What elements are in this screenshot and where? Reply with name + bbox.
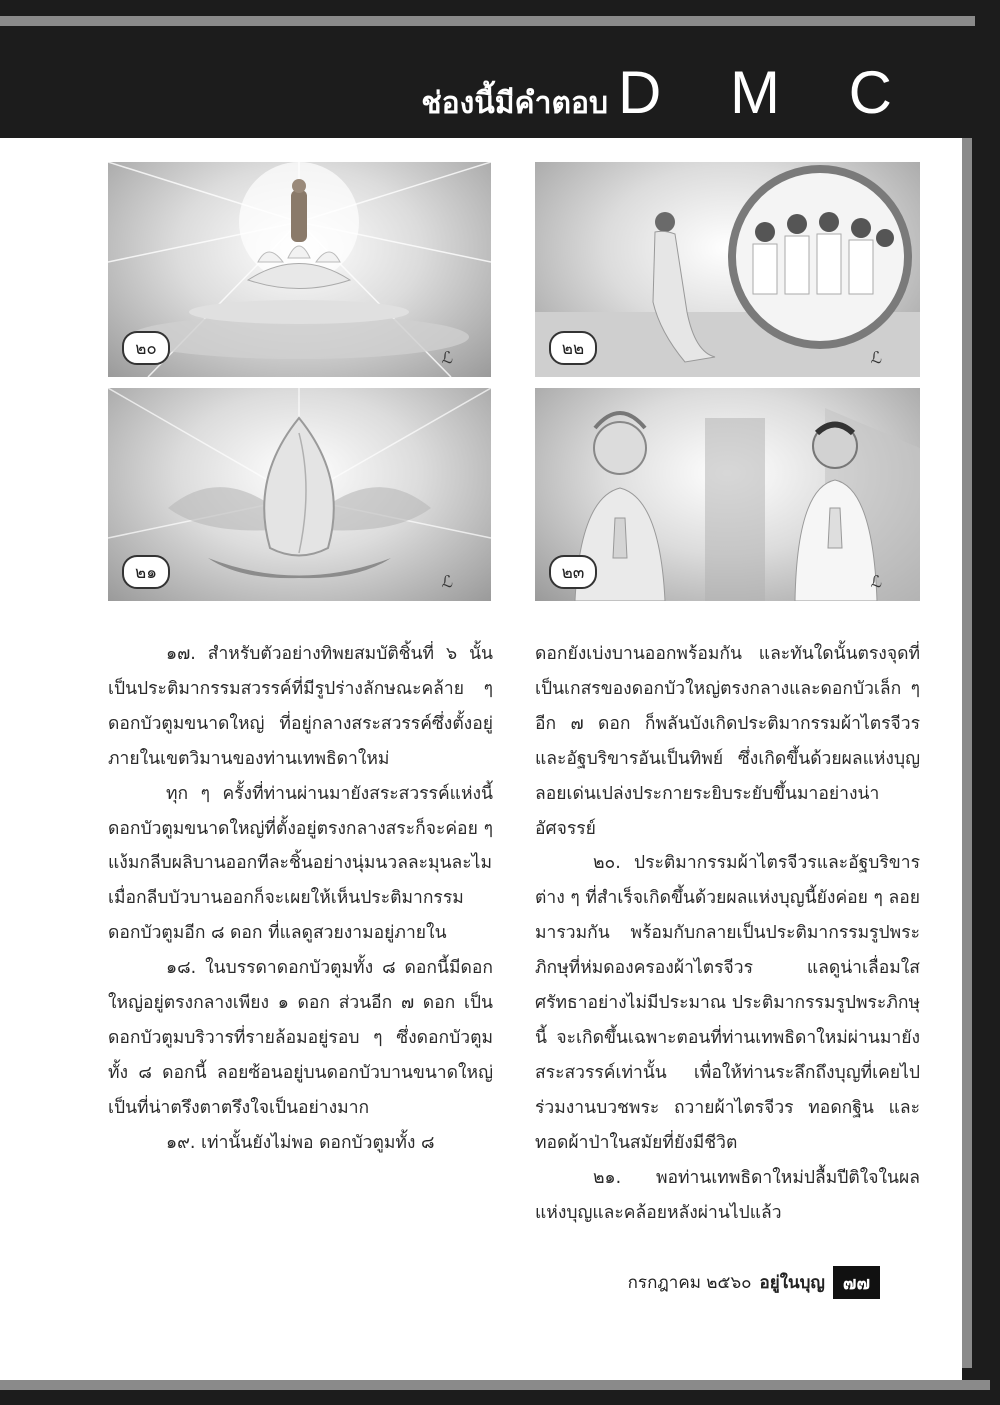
page-content: [0, 138, 962, 1380]
footer-magazine: อยู่ในบุญ: [759, 1273, 825, 1293]
dmc-logo: ℒ: [441, 348, 453, 367]
paragraph: ๑๗. สำหรับตัวอย่างทิพยสมบัติชิ้นที่ ๖ นั้น เป็นประติมากรรมสวรรค์ที่มีรูปร่างลักษณะคล้าย ๆ ดอกบัวตูมขนาดใหญ่ ที่อยู่กลางสระสวรรค์ซึ่งตั้งอยู่ภายในเขตวิมานของท่านเทพธิดาใหม่: [108, 644, 493, 769]
paragraph: ๒๐. ประติมากรรมผ้าไตรจีวรและอัฐบริขารต่าง ๆ ที่สำเร็จเกิดขึ้นด้วยผลแห่งบุญนี้ยังค่อย ๆ ลอยมารวมกัน พร้อมกับกลายเป็นประติมากรรมรูปพระภิกษุที่ห่มดองครองผ้าไตรจีวร แลดูน่าเลื่อมใสศรัทธาอย่างไม่มีประมาณ ประติมากรรมรูปพระภิกษุนี้ จะเกิดขึ้นเฉพาะตอนที่ท่านเทพธิดาใหม่ผ่านมายังสระสวรรค์เท่านั้น เพื่อให้ท่านระลึกถึงบุญที่เคยไปร่วมงานบวชพระ ถวายผ้าไตรจีวร ทอดกฐิน และทอดผ้าป่าในสมัยที่ยังมีชีวิต: [535, 853, 920, 1153]
header-title-thai: ช่องนี้มีคำตอบ: [421, 86, 609, 121]
image-number: ๒๒: [549, 331, 597, 365]
dmc-logo: ℒ: [870, 348, 882, 367]
left-column: [108, 637, 493, 1161]
paragraph: ทุก ๆ ครั้งที่ท่านผ่านมายังสระสวรรค์แห่งนี้ ดอกบัวตูมขนาดใหญ่ที่ตั้งอยู่ตรงกลางสระก็จะค่อย ๆ แง้มกลีบผลิบานออกทีละชิ้นอย่างนุ่มนวลละมุนละไม เมื่อกลีบบัวบานออกก็จะเผยให้เห็นประติมากรรมดอกบัวตูมอีก ๘ ดอก ที่แลดูสวยงามอยู่ภายใน: [108, 783, 493, 944]
image-number: ๒๑: [122, 555, 170, 589]
dmc-logo: ℒ: [870, 572, 882, 591]
header-title-dmc: D M C: [618, 59, 918, 126]
image-20: [108, 162, 491, 377]
image-number: ๒๓: [549, 555, 597, 589]
image-23: [535, 388, 920, 601]
bottom-stripe: [0, 1380, 990, 1390]
paragraph: ๑๙. เท่านั้นยังไม่พอ ดอกบัวตูมทั้ง ๘: [166, 1132, 435, 1153]
dmc-logo: ℒ: [441, 572, 453, 591]
section-header: [421, 58, 918, 127]
top-stripe: [0, 16, 975, 26]
image-21: [108, 388, 491, 601]
image-number: ๒๐: [122, 331, 170, 365]
paragraph: ๑๘. ในบรรดาดอกบัวตูมทั้ง ๘ ดอกนี้มีดอกใหญ่อยู่ตรงกลางเพียง ๑ ดอก ส่วนอีก ๗ ดอก เป็นดอกบัวตูมบริวารที่รายล้อมอยู่รอบ ๆ ซึ่งดอกบัวตูมทั้ง ๘ ดอกนี้ ลอยซ้อนอยู่บนดอกบัวบานขนาดใหญ่ เป็นที่น่าตรึงตาตรึงใจเป็นอย่างมาก: [108, 958, 493, 1118]
paragraph: ดอกยังเบ่งบานออกพร้อมกัน และทันใดนั้นตรงจุดที่เป็นเกสรของดอกบัวใหญ่ตรงกลางและดอกบัวเล็ก ๆ อีก ๗ ดอก ก็พลันบังเกิดประติมากรรมผ้าไตรจีวรและอัฐบริขารอันเป็นทิพย์ ซึ่งเกิดขึ้นด้วยผลแห่งบุญ ลอยเด่นเปล่งประกายระยิบระยับขึ้นมาอย่างน่าอัศจรรย์: [535, 644, 920, 839]
paragraph: ๒๑. พอท่านเทพธิดาใหม่ปลื้มปีติใจในผลแห่งบุญและคล้อยหลังผ่านไปแล้ว: [535, 1167, 920, 1223]
image-22: [535, 162, 920, 377]
right-stripe: [962, 138, 972, 1368]
page-number: ๗๗: [833, 1266, 880, 1299]
right-column: [535, 637, 920, 1230]
footer-date: กรกฎาคม ๒๕๖๐: [627, 1273, 752, 1293]
page-footer: [628, 1266, 880, 1299]
